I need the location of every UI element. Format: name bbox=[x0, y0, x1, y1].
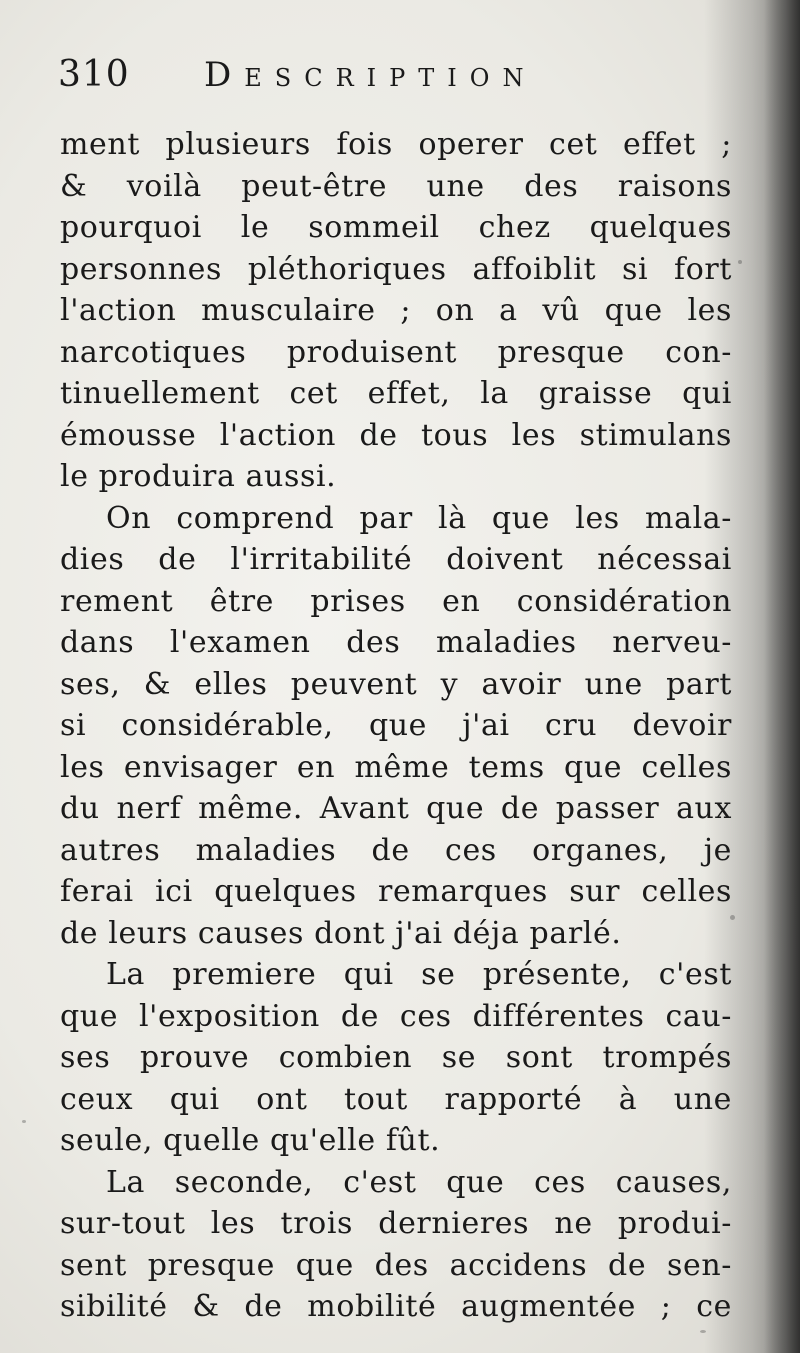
paper-speck bbox=[700, 1330, 706, 1333]
text-line: si considérable, que j'ai cru devoir bbox=[60, 708, 732, 743]
text-line: les envisager en même tems que celles bbox=[60, 749, 732, 785]
text-line: l'action musculaire ; on a vû que les bbox=[60, 293, 732, 328]
page-number: 310 bbox=[58, 54, 130, 95]
text-line: ferai ici quelques remarques sur celles bbox=[60, 874, 732, 909]
text-line: dies de l'irritabilité doivent nécessai bbox=[60, 542, 732, 577]
text-line: rement être prises en considération bbox=[60, 583, 732, 619]
text-line: de leurs causes dont j'ai déja parlé. bbox=[60, 915, 622, 951]
text-line: ses prouve combien se sont trompés bbox=[60, 1040, 732, 1075]
body-text bbox=[60, 124, 732, 1328]
text-line: personnes pléthoriques affoiblit si fort bbox=[60, 251, 732, 287]
text-line: narcotiques produisent presque con- bbox=[60, 334, 732, 370]
text-line: autres maladies de ces organes, je bbox=[60, 832, 732, 868]
text-line: sent presque que des accidens de sen- bbox=[60, 1247, 732, 1283]
text-line: que l'exposition de ces différentes cau- bbox=[60, 998, 732, 1034]
text-line: le produira aussi. bbox=[60, 459, 337, 494]
text-line: La premiere qui se présente, c'est bbox=[106, 957, 732, 992]
text-line: On comprend par là que les mala- bbox=[106, 500, 732, 536]
text-line: émousse l'action de tous les stimulans bbox=[60, 417, 732, 453]
paper-speck bbox=[22, 1120, 26, 1123]
text-line: sur-tout les trois dernieres ne produi- bbox=[60, 1206, 732, 1241]
text-line: tinuellement cet effet, la graisse qui bbox=[60, 376, 732, 411]
page-edge-shadow bbox=[764, 0, 800, 1353]
text-line: sibilité & de mobilité augmentée ; ce bbox=[60, 1289, 732, 1324]
text-line: & voilà peut-être une des raisons bbox=[60, 168, 732, 204]
paper-speck bbox=[738, 260, 742, 264]
running-title: Description bbox=[204, 55, 537, 95]
text-line: dans l'examen des maladies nerveu- bbox=[60, 625, 732, 660]
text-line: ment plusieurs fois operer cet effet ; bbox=[60, 127, 732, 162]
text-line: ses, & elles peuvent y avoir une part bbox=[60, 666, 732, 702]
text-line: ceux qui ont tout rapporté à une bbox=[60, 1081, 732, 1117]
text-line: La seconde, c'est que ces causes, bbox=[106, 1164, 732, 1200]
text-line: seule, quelle qu'elle fût. bbox=[60, 1123, 441, 1158]
text-line: pourquoi le sommeil chez quelques bbox=[60, 210, 732, 245]
text-line: du nerf même. Avant que de passer aux bbox=[60, 791, 732, 826]
running-head bbox=[58, 50, 678, 100]
paper-speck bbox=[730, 915, 735, 920]
